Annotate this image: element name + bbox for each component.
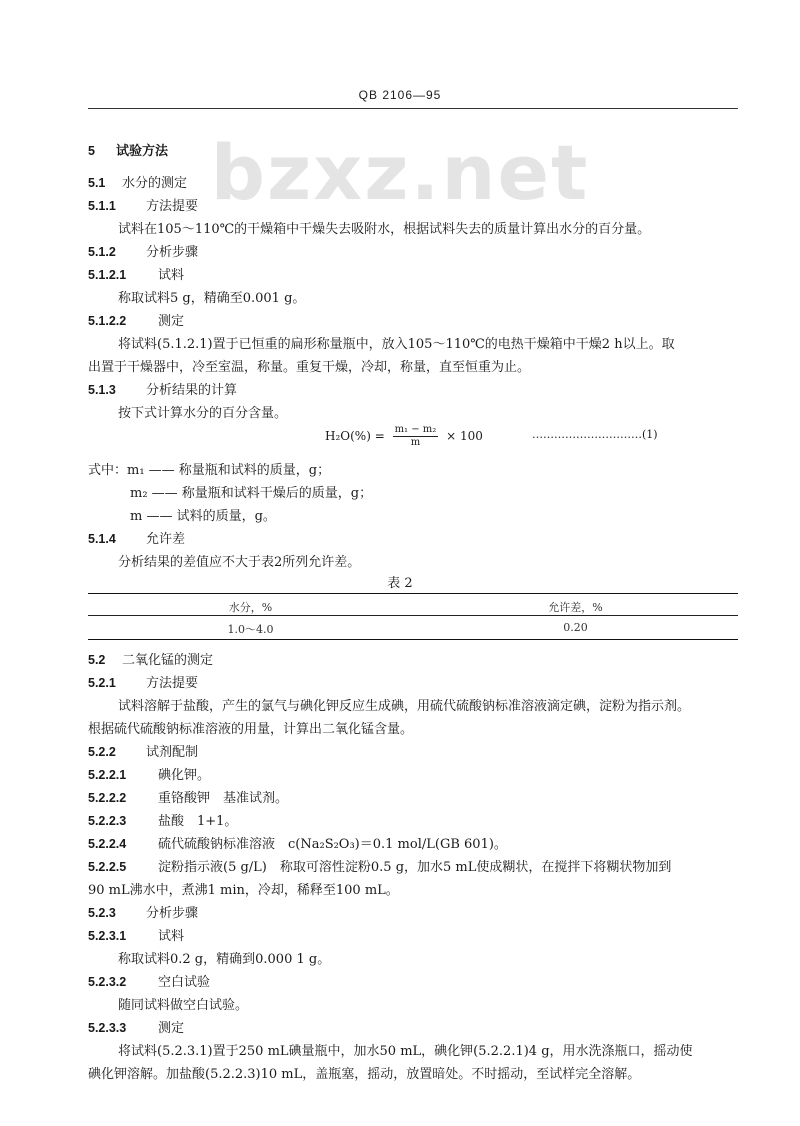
paragraph-5-2-1-line1: 试料溶解于盐酸，产生的氯气与碘化钾反应生成碘，用硫代硫酸钠标准溶液滴定碘，淀粉为指示剂。	[118, 699, 691, 714]
table-header-moisture: 水分，%	[228, 601, 273, 614]
section-5-2-3-1-heading	[88, 925, 184, 944]
table-cell-tolerance-value: 0.20	[563, 621, 588, 634]
formula-numerator: m₁ − m₂	[394, 424, 437, 435]
section-number: 5.2.3	[88, 906, 116, 920]
section-5-2-3-3-heading	[88, 1017, 184, 1036]
section-title: 分析步骤	[146, 245, 199, 260]
section-title: 试料	[158, 268, 185, 283]
section-5-2-3-2-heading	[88, 971, 210, 990]
table-bottom-rule	[88, 639, 738, 640]
table-caption: 表 2	[387, 576, 413, 591]
section-title: 分析步骤	[146, 906, 199, 921]
where-line-3: m —— 试料的质量，g。	[130, 509, 276, 524]
section-title: 测定	[158, 1021, 185, 1036]
section-title: 试剂配制	[146, 745, 199, 760]
section-title: 硫代硫酸钠标准溶液 c(Na₂S₂O₃)＝0.1 mol/L(GB 601)。	[158, 837, 507, 852]
section-title: 空白试验	[158, 975, 211, 990]
section-number: 5.2.2	[88, 745, 116, 759]
section-number: 5.2.2.2	[88, 791, 127, 805]
header-rule	[88, 108, 738, 109]
section-number: 5.2	[88, 653, 106, 667]
section-title: 测定	[158, 314, 185, 329]
standard-code-header: QB 2106—95	[358, 88, 442, 102]
section-5-1-2-1-heading	[88, 264, 184, 283]
formula-lhs: H₂O(%) =	[325, 429, 385, 443]
watermark: bzxz.net	[210, 128, 590, 217]
section-title: 重铬酸钾 基准试剂。	[158, 791, 289, 806]
section-number: 5.1	[88, 176, 106, 190]
where-line-2: m₂ —— 称量瓶和试料干燥后的质量，g；	[130, 486, 373, 501]
section-5-2-heading	[88, 649, 213, 668]
section-5-2-2-1	[88, 764, 210, 783]
section-number: 5.2.2.5	[88, 860, 127, 874]
section-number: 5.2.3.2	[88, 975, 127, 989]
paragraph-5-1-3: 按下式计算水分的百分含量。	[118, 406, 288, 421]
paragraph-5-2-1-line2: 根据硫代硫酸钠标准溶液的用量，计算出二氧化锰含量。	[88, 722, 414, 737]
section-number: 5.1.4	[88, 532, 116, 546]
where-line-1: 式中：m₁ —— 称量瓶和试料的质量，g；	[88, 463, 331, 478]
section-title: 方法提要	[146, 676, 199, 691]
section-5-2-1-heading	[88, 672, 198, 691]
section-5-1-2-heading	[88, 241, 198, 260]
section-title: 盐酸 1+1。	[158, 814, 238, 829]
section-5-2-3-heading	[88, 902, 198, 921]
section-title: 水分的测定	[122, 176, 188, 191]
section-number: 5.1.2	[88, 245, 116, 259]
formula-times: × 100	[446, 429, 483, 443]
paragraph-5-2-2-5-line2: 90 mL沸水中，煮沸1 min，冷却，稀释至100 mL。	[88, 883, 399, 898]
section-5-2-2-heading	[88, 741, 198, 760]
paragraph-5-1-4: 分析结果的差值应不大于表2所列允许差。	[118, 555, 361, 570]
section-number: 5.2.3.3	[88, 1021, 127, 1035]
section-5-heading	[88, 140, 168, 159]
section-number: 5.1.3	[88, 383, 116, 397]
paragraph-5-1-2-2-line1: 将试料(5.1.2.1)置于已恒重的扁形称量瓶中，放入105～110℃的电热干燥箱中干燥2 h以上。取	[118, 337, 675, 352]
section-title: 碘化钾。	[158, 768, 211, 783]
table-cell-moisture-range: 1.0～4.0	[227, 623, 274, 636]
section-number: 5.1.2.2	[88, 314, 127, 328]
section-5-1-4-heading	[88, 528, 185, 547]
section-number: 5.2.2.3	[88, 814, 127, 828]
section-number: 5.1.2.1	[88, 268, 127, 282]
section-5-1-heading	[88, 172, 187, 191]
table-header-tolerance: 允许差，%	[548, 601, 603, 614]
section-5-2-2-5	[88, 856, 671, 875]
section-number: 5.2.2.4	[88, 837, 127, 851]
section-number: 5	[88, 144, 95, 158]
section-number: 5.1.1	[88, 199, 116, 213]
paragraph-5-2-3-3-line2: 碘化钾溶解。加盐酸(5.2.2.3)10 mL，盖瓶塞，摇动，放置暗处。不时摇动，至试样完全溶解。	[88, 1067, 641, 1082]
section-number: 5.2.3.1	[88, 929, 127, 943]
paragraph-5-2-3-2: 随同试料做空白试验。	[118, 998, 249, 1013]
section-5-1-3-heading	[88, 379, 237, 398]
moisture-formula	[325, 424, 483, 449]
section-5-2-2-2	[88, 787, 288, 806]
section-title: 试料	[158, 929, 185, 944]
paragraph-5-1-2-1: 称取试料5 g，精确至0.001 g。	[118, 291, 306, 306]
formula-fraction	[393, 424, 439, 449]
section-title: 试验方法	[116, 144, 169, 159]
section-number: 5.2.2.1	[88, 768, 127, 782]
formula-denominator: m	[410, 437, 421, 448]
paragraph-5-2-3-3-line1: 将试料(5.2.3.1)置于250 mL碘量瓶中，加水50 mL，碘化钾(5.2.2.1)4 g，用水洗涤瓶口，摇动使	[118, 1044, 693, 1059]
section-title: 淀粉指示液(5 g/L) 称取可溶性淀粉0.5 g，加水5 mL使成糊状，在搅拌下将糊状物加到	[158, 860, 672, 875]
section-number: 5.2.1	[88, 676, 116, 690]
paragraph-5-2-3-1: 称取试料0.2 g，精确到0.000 1 g。	[118, 952, 331, 967]
table-header-rule	[88, 615, 738, 616]
table-top-rule	[88, 593, 738, 594]
section-5-1-2-2-heading	[88, 310, 184, 329]
formula-number: …………………………(1)	[532, 428, 658, 441]
section-5-1-1-heading	[88, 195, 198, 214]
section-5-2-2-4	[88, 833, 507, 852]
paragraph-5-1-1: 试料在105～110℃的干燥箱中干燥失去吸附水，根据试料失去的质量计算出水分的百分量。	[118, 222, 651, 237]
section-title: 二氧化锰的测定	[122, 653, 214, 668]
section-title: 分析结果的计算	[146, 383, 238, 398]
section-5-2-2-3	[88, 810, 237, 829]
section-title: 允许差	[146, 532, 186, 547]
section-title: 方法提要	[146, 199, 199, 214]
paragraph-5-1-2-2-line2: 出置于干燥器中，冷至室温，称量。重复干燥，冷却，称量，直至恒重为止。	[88, 360, 531, 375]
